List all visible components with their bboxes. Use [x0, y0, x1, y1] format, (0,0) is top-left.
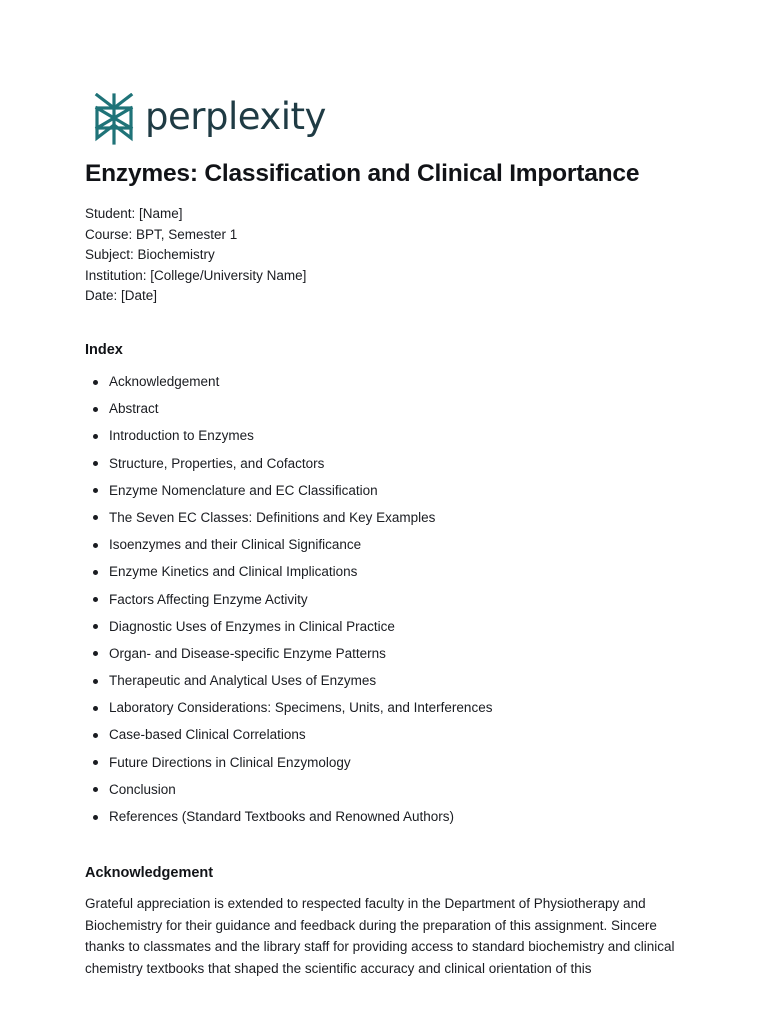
meta-institution: Institution: [College/University Name] [85, 267, 307, 283]
index-item: Enzyme Kinetics and Clinical Implications [85, 561, 492, 588]
bullet-icon [93, 787, 98, 792]
index-item: Acknowledgement [85, 371, 492, 398]
index-item: Diagnostic Uses of Enzymes in Clinical Practice [85, 616, 492, 643]
bullet-icon [93, 706, 98, 711]
bullet-icon [93, 380, 98, 385]
bullet-icon [93, 570, 98, 575]
bullet-icon [93, 651, 98, 656]
bullet-icon [93, 407, 98, 412]
index-item: Conclusion [85, 779, 492, 806]
index-item: Therapeutic and Analytical Uses of Enzymes [85, 670, 492, 697]
index-item: Laboratory Considerations: Specimens, Units, and Interferences [85, 697, 492, 724]
meta-subject: Subject: Biochemistry [85, 247, 215, 262]
index-item: References (Standard Textbooks and Renowned Authors) [85, 806, 492, 833]
bullet-icon [93, 434, 98, 439]
bullet-icon [93, 488, 98, 493]
bullet-icon [93, 515, 98, 520]
meta-date: Date: [Date] [85, 288, 158, 303]
bullet-icon [93, 461, 98, 466]
index-item: Organ- and Disease-specific Enzyme Patterns [85, 643, 492, 670]
index-item: Structure, Properties, and Cofactors [85, 453, 492, 480]
meta-student: Student: [Name] [85, 206, 183, 221]
bullet-icon [93, 624, 98, 629]
bullet-icon [93, 815, 98, 820]
acknowledgement-heading: Acknowledgement [85, 865, 214, 881]
brand-logo [93, 93, 326, 145]
index-item: Isoenzymes and their Clinical Significance [85, 534, 492, 561]
bullet-icon [93, 597, 98, 602]
index-item: Enzyme Nomenclature and EC Classification [85, 480, 492, 507]
document-title: Enzymes: Classification and Clinical Importance [85, 160, 640, 187]
index-heading: Index [85, 342, 123, 358]
logo-wordmark: perplexity [145, 94, 326, 138]
acknowledgement-paragraph: Grateful appreciation is extended to respected faculty in the Department of Physiotherapy and Biochemistry for their guidance and feedback during the preparation of this assignment. Sincere thanks to classmates and the library staff for providing access to standard biochemistry and clinical chemistry textbooks that shaped the scientific accuracy and clinical orientation of this [85, 896, 675, 976]
bullet-icon [93, 543, 98, 548]
index-item: Case-based Clinical Correlations [85, 724, 492, 751]
index-item: Introduction to Enzymes [85, 425, 492, 452]
index-list [85, 371, 492, 833]
meta-course: Course: BPT, Semester 1 [85, 226, 238, 242]
perplexity-logo-icon [93, 93, 135, 145]
index-item: The Seven EC Classes: Definitions and Key Examples [85, 507, 492, 534]
bullet-icon [93, 679, 98, 684]
document-meta [85, 204, 306, 307]
bullet-icon [93, 733, 98, 738]
bullet-icon [93, 760, 98, 765]
index-item: Abstract [85, 398, 492, 425]
index-item: Factors Affecting Enzyme Activity [85, 589, 492, 616]
index-item: Future Directions in Clinical Enzymology [85, 752, 492, 779]
